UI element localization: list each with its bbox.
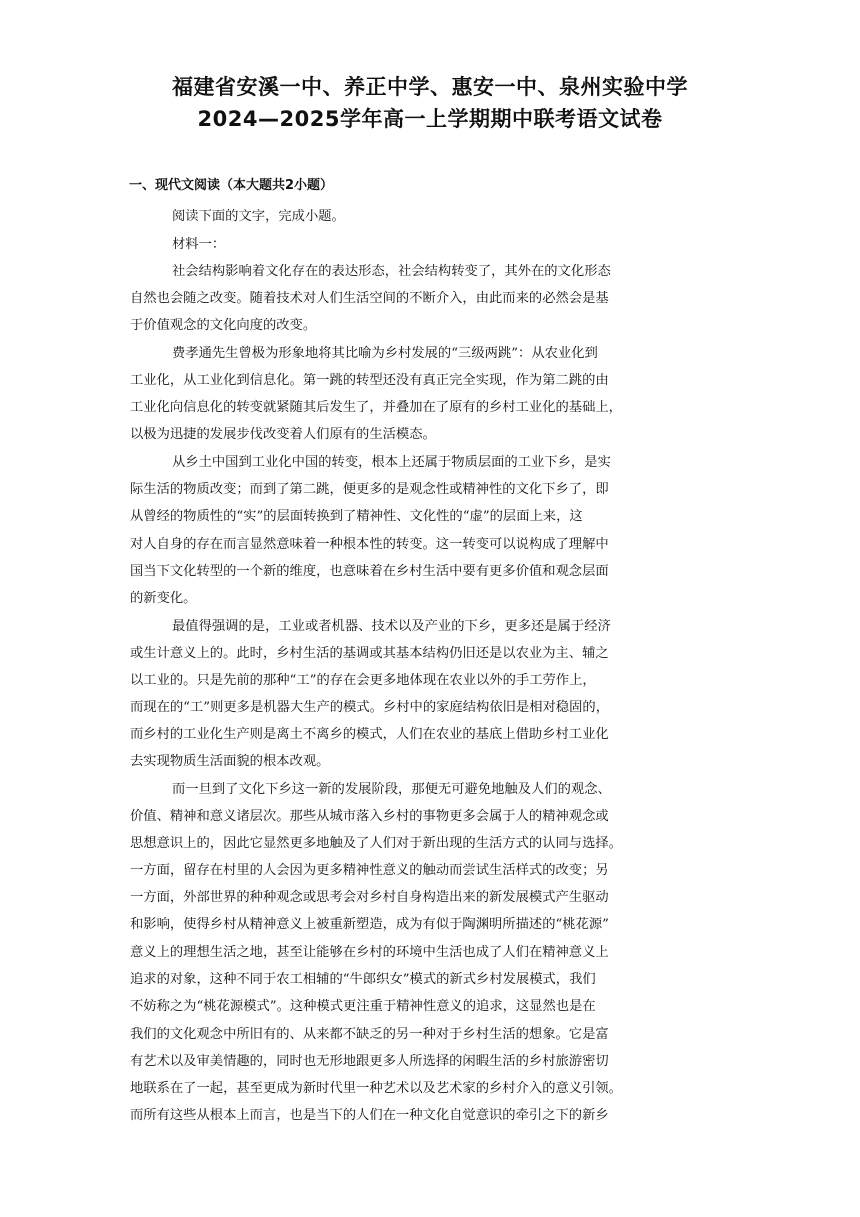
paragraph-line: 国当下文化转型的一个新的维度，也意味着在乡村生活中要有更多价值和观念层面: [130, 564, 609, 579]
paragraph-line: 工业化，从工业化到信息化。第一跳的转型还没有真正完全实现，作为第二跳的由: [130, 373, 609, 388]
paragraph-line: 对人自身的存在而言显然意味着一种根本性的转变。这一转变可以说构成了理解中: [130, 537, 609, 552]
paragraph-line: 于价值观念的文化向度的改变。: [130, 318, 317, 333]
paragraph-line: 一方面，外部世界的种种观念或思考会对乡村自身构造出来的新发展模式产生驱动: [130, 890, 609, 905]
paragraph-line: 我们的文化观念中所旧有的、从来都不缺乏的另一种对于乡村生活的想象。它是富: [130, 1027, 609, 1042]
paragraph-line: 和影响，使得乡村从精神意义上被重新塑造，成为有似于陶渊明所描述的“桃花源”: [130, 917, 609, 932]
paragraph-first-line: 而一旦到了文化下乡这一新的发展阶段，那便无可避免地触及人们的观念、: [172, 782, 611, 797]
paragraph-line: 从曾经的物质性的“实”的层面转换到了精神性、文化性的“虚”的层面上来，这: [130, 509, 583, 524]
paragraph-line: 去实现物质生活面貌的根本改观。: [130, 754, 330, 769]
paragraph-first-line: 从乡土中国到工业化中国的转变，根本上还属于物质层面的工业下乡，是实: [172, 455, 611, 470]
paragraph-line: 思想意识上的，因此它显然更多地触及了人们对于新出现的生活方式的认同与选择。: [130, 836, 622, 851]
reading-instruction: 阅读下面的文字，完成小题。: [172, 209, 345, 224]
paragraph-line: 一方面，留存在村里的人会因为更多精神性意义的触动而尝试生活样式的改变；另: [130, 863, 609, 878]
paragraph-line: 或生计意义上的。此时，乡村生活的基调或其基本结构仍旧还是以农业为主、辅之: [130, 646, 609, 661]
paragraph-line: 意义上的理想生活之地，甚至让能够在乡村的环境中生活也成了人们在精神意义上: [130, 945, 609, 960]
section-heading: 一、现代文阅读（本大题共2小题）: [129, 178, 334, 193]
paragraph-first-line: 费孝通先生曾极为形象地将其比喻为乡村发展的“三级两跳”：从农业化到: [172, 346, 598, 361]
paragraph-line: 以极为迅捷的发展步伐改变着人们原有的生活模态。: [130, 427, 436, 442]
paragraph-line: 而所有这些从根本上而言，也是当下的人们在一种文化自觉意识的牵引之下的新乡: [130, 1108, 609, 1123]
paragraph-line: 而乡村的工业化生产则是离土不离乡的模式，人们在农业的基底上借助乡村工业化: [130, 727, 609, 742]
exam-title-line-1: 福建省安溪一中、养正中学、惠安一中、泉州实验中学: [172, 75, 688, 99]
paragraph-first-line: 社会结构影响着文化存在的表达形态，社会结构转变了，其外在的文化形态: [172, 264, 611, 279]
paragraph-line: 地联系在了一起，甚至更成为新时代里一种艺术以及艺术家的乡村介入的意义引领。: [130, 1081, 622, 1096]
exam-title-line-2: 2024—2025学年高一上学期期中联考语文试卷: [197, 107, 663, 131]
paragraph-line: 以工业的。只是先前的那种“工”的存在会更多地体现在农业以外的手工劳作上，: [130, 673, 596, 688]
paragraph-first-line: 最值得强调的是，工业或者机器、技术以及产业的下乡，更多还是属于经济: [172, 619, 611, 634]
material-label: 材料一：: [172, 237, 226, 252]
paragraph-line: 而现在的“工”则更多是机器大生产的模式。乡村中的家庭结构依旧是相对稳固的，: [130, 700, 609, 715]
paragraph-line: 的新变化。: [130, 591, 197, 606]
paragraph-line: 自然也会随之改变。随着技术对人们生活空间的不断介入，由此而来的必然会是基: [130, 291, 609, 306]
paragraph-line: 追求的对象，这种不同于农工相辅的“牛郎织女”模式的新式乡村发展模式，我们: [130, 972, 596, 987]
paragraph-line: 不妨称之为“桃花源模式”。这种模式更注重于精神性意义的追求，这显然也是在: [130, 999, 596, 1014]
paragraph-line: 际生活的物质改变；而到了第二跳，便更多的是观念性或精神性的文化下乡了，即: [130, 482, 609, 497]
paragraph-line: 价值、精神和意义诸层次。那些从城市落入乡村的事物更多会属于人的精神观念或: [130, 809, 609, 824]
paragraph-line: 工业化向信息化的转变就紧随其后发生了，并叠加在了原有的乡村工业化的基础上，: [130, 400, 622, 415]
paragraph-line: 有艺术以及审美情趣的，同时也无形地跟更多人所选择的闲暇生活的乡村旅游密切: [130, 1054, 609, 1069]
